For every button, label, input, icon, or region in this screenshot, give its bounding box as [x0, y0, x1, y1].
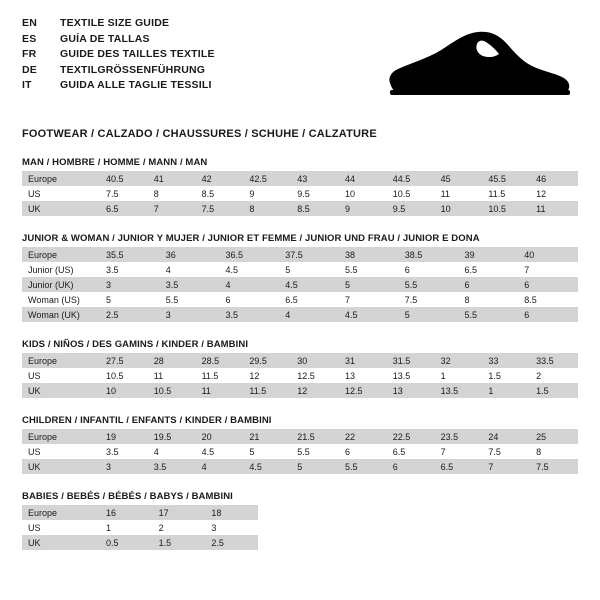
size-cell: 44.5	[387, 171, 435, 186]
size-cell: 5.5	[339, 459, 387, 474]
row-label: UK	[22, 383, 100, 398]
size-cell: 11	[196, 383, 244, 398]
size-cell: 12	[291, 383, 339, 398]
table-row	[22, 535, 258, 550]
size-cell: 12	[243, 368, 291, 383]
size-cell: 24	[482, 429, 530, 444]
size-cell: 11.5	[196, 368, 244, 383]
size-cell: 43	[291, 171, 339, 186]
row-label: UK	[22, 535, 100, 550]
language-title: GUIDA ALLE TAGLIE TESSILI	[60, 79, 212, 91]
size-cell: 8.5	[196, 186, 244, 201]
size-cell: 10	[100, 383, 148, 398]
size-cell: 13	[387, 383, 435, 398]
table-row	[22, 307, 578, 322]
size-cell: 1.5	[482, 368, 530, 383]
size-cell: 31.5	[387, 353, 435, 368]
group-title: CHILDREN / INFANTIL / ENFANTS / KINDER / BAMBINI	[22, 415, 272, 426]
size-table-body	[22, 429, 578, 474]
group-title: KIDS / NIÑOS / DES GAMINS / KINDER / BAMBINI	[22, 339, 249, 350]
row-label: US	[22, 444, 100, 459]
row-label: UK	[22, 459, 100, 474]
size-cell: 39	[459, 247, 519, 262]
size-cell: 29.5	[243, 353, 291, 368]
language-title-list-body	[22, 16, 215, 94]
table-row	[22, 383, 578, 398]
row-label: Woman (UK)	[22, 307, 100, 322]
size-table-junior-woman	[22, 247, 578, 322]
language-title: TEXTILE SIZE GUIDE	[60, 17, 170, 29]
size-cell: 3.5	[100, 262, 160, 277]
table-row	[22, 247, 578, 262]
size-cell: 5	[243, 444, 291, 459]
size-cell: 8.5	[518, 292, 578, 307]
size-cell: 13.5	[435, 383, 483, 398]
size-cell: 13.5	[387, 368, 435, 383]
size-cell: 22.5	[387, 429, 435, 444]
size-cell: 7	[148, 201, 196, 216]
table-row	[22, 171, 578, 186]
size-cell: 4	[148, 444, 196, 459]
size-cell: 21.5	[291, 429, 339, 444]
size-group-children	[22, 415, 578, 474]
size-cell: 2.5	[100, 307, 160, 322]
size-cell: 5.5	[291, 444, 339, 459]
size-cell: 7.5	[196, 201, 244, 216]
size-cell: 4	[279, 307, 339, 322]
row-label: US	[22, 186, 100, 201]
size-cell: 42	[196, 171, 244, 186]
language-title: TEXTILGRÖSSENFÜHRUNG	[60, 63, 206, 76]
size-cell: 12.5	[291, 368, 339, 383]
language-code: ES	[22, 32, 37, 45]
size-cell: 11.5	[243, 383, 291, 398]
size-cell: 3.5	[160, 277, 220, 292]
group-title: MAN / HOMBRE / HOMME / MANN / MAN	[22, 157, 208, 168]
table-row	[22, 444, 578, 459]
size-cell: 11	[435, 186, 483, 201]
size-cell: 10.5	[482, 201, 530, 216]
size-cell: 31	[339, 353, 387, 368]
size-cell: 25	[530, 429, 578, 444]
table-row	[22, 429, 578, 444]
table-row	[22, 459, 578, 474]
size-cell: 20	[196, 429, 244, 444]
size-cell: 4.5	[339, 307, 399, 322]
size-group-babies	[22, 491, 578, 550]
size-cell: 8	[459, 292, 519, 307]
page-title: FOOTWEAR / CALZADO / CHAUSSURES / SCHUHE / CALZATURE	[22, 128, 377, 140]
size-cell: 7	[518, 262, 578, 277]
size-cell: 36	[160, 247, 220, 262]
size-cell: 8	[530, 444, 578, 459]
size-cell: 9	[339, 201, 387, 216]
size-cell: 38	[339, 247, 399, 262]
size-cell: 3.5	[100, 444, 148, 459]
size-cell: 33.5	[530, 353, 578, 368]
size-cell: 1.5	[530, 383, 578, 398]
group-title: BABIES / BEBÉS / BÉBÉS / BABYS / BAMBINI	[22, 491, 233, 502]
language-code: DE	[22, 63, 37, 76]
size-cell: 6	[387, 459, 435, 474]
size-cell: 9.5	[291, 186, 339, 201]
size-cell: 27.5	[100, 353, 148, 368]
size-table-body	[22, 353, 578, 398]
size-cell: 21	[243, 429, 291, 444]
size-cell: 36.5	[220, 247, 280, 262]
language-title: GUIDE DES TAILLES TEXTILE	[60, 48, 215, 60]
size-cell: 9	[243, 186, 291, 201]
size-cell: 28.5	[196, 353, 244, 368]
size-group-man	[22, 157, 578, 216]
size-cell: 7.5	[100, 186, 148, 201]
size-cell: 1	[482, 383, 530, 398]
size-table-kids	[22, 353, 578, 398]
row-label: Europe	[22, 353, 100, 368]
size-cell: 6.5	[435, 459, 483, 474]
size-cell: 3	[205, 520, 258, 535]
size-cell: 17	[153, 505, 206, 520]
size-cell: 7	[482, 459, 530, 474]
size-cell: 4	[196, 459, 244, 474]
document-header	[22, 16, 578, 116]
size-cell: 2	[530, 368, 578, 383]
table-row	[22, 505, 258, 520]
table-row	[22, 186, 578, 201]
row-label: UK	[22, 201, 100, 216]
language-row	[22, 32, 215, 48]
row-label: Europe	[22, 505, 100, 520]
size-cell: 45.5	[482, 171, 530, 186]
size-group-kids	[22, 339, 578, 398]
size-cell: 5.5	[399, 277, 459, 292]
size-cell: 16	[100, 505, 153, 520]
size-cell: 3	[100, 277, 160, 292]
table-row	[22, 201, 578, 216]
size-cell: 12	[530, 186, 578, 201]
size-cell: 6.5	[387, 444, 435, 459]
table-row	[22, 353, 578, 368]
size-cell: 11	[530, 201, 578, 216]
row-label: Europe	[22, 247, 100, 262]
size-cell: 8	[148, 186, 196, 201]
language-row	[22, 16, 215, 32]
size-cell: 6	[518, 277, 578, 292]
row-label: Europe	[22, 429, 100, 444]
size-cell: 7.5	[399, 292, 459, 307]
size-cell: 5	[100, 292, 160, 307]
size-cell: 10.5	[387, 186, 435, 201]
table-row	[22, 520, 258, 535]
size-group-junior-woman	[22, 233, 578, 322]
size-cell: 7.5	[482, 444, 530, 459]
size-cell: 1	[435, 368, 483, 383]
size-cell: 23.5	[435, 429, 483, 444]
size-cell: 6.5	[279, 292, 339, 307]
size-cell: 13	[339, 368, 387, 383]
row-label: Woman (US)	[22, 292, 100, 307]
row-label: Junior (UK)	[22, 277, 100, 292]
row-label: US	[22, 368, 100, 383]
size-cell: 45	[435, 171, 483, 186]
language-row	[22, 78, 215, 94]
row-label: US	[22, 520, 100, 535]
size-cell: 5	[279, 262, 339, 277]
size-cell: 37.5	[279, 247, 339, 262]
table-row	[22, 368, 578, 383]
size-cell: 4.5	[220, 262, 280, 277]
size-cell: 8.5	[291, 201, 339, 216]
size-cell: 9.5	[387, 201, 435, 216]
size-cell: 30	[291, 353, 339, 368]
size-cell: 6	[518, 307, 578, 322]
size-cell: 33	[482, 353, 530, 368]
table-row	[22, 292, 578, 307]
language-title: GUÍA DE TALLAS	[60, 32, 150, 45]
size-cell: 35.5	[100, 247, 160, 262]
size-cell: 3.5	[148, 459, 196, 474]
language-title-list	[22, 16, 215, 94]
size-cell: 5.5	[459, 307, 519, 322]
size-table-babies	[22, 505, 258, 550]
size-cell: 40	[518, 247, 578, 262]
size-cell: 19.5	[148, 429, 196, 444]
size-table-body	[22, 505, 258, 550]
size-cell: 5	[339, 277, 399, 292]
size-cell: 1.5	[153, 535, 206, 550]
size-cell: 18	[205, 505, 258, 520]
row-label: Junior (US)	[22, 262, 100, 277]
size-cell: 4.5	[279, 277, 339, 292]
size-cell: 4	[220, 277, 280, 292]
size-cell: 10.5	[148, 383, 196, 398]
size-cell: 12.5	[339, 383, 387, 398]
size-cell: 4.5	[243, 459, 291, 474]
size-cell: 3	[100, 459, 148, 474]
size-cell: 5.5	[339, 262, 399, 277]
size-table-body	[22, 247, 578, 322]
size-cell: 6.5	[100, 201, 148, 216]
size-cell: 6	[339, 444, 387, 459]
size-cell: 5.5	[160, 292, 220, 307]
size-cell: 11	[148, 368, 196, 383]
size-cell: 42.5	[243, 171, 291, 186]
size-cell: 6	[399, 262, 459, 277]
row-label: Europe	[22, 171, 100, 186]
size-cell: 11.5	[482, 186, 530, 201]
size-table-man	[22, 171, 578, 216]
size-cell: 22	[339, 429, 387, 444]
language-code: FR	[22, 48, 37, 60]
size-cell: 10.5	[100, 368, 148, 383]
size-cell: 38.5	[399, 247, 459, 262]
size-cell: 10	[435, 201, 483, 216]
language-row	[22, 47, 215, 63]
size-cell: 8	[243, 201, 291, 216]
size-cell: 5	[399, 307, 459, 322]
size-cell: 4	[160, 262, 220, 277]
dress-shoe-icon	[382, 28, 572, 106]
size-cell: 7	[435, 444, 483, 459]
size-cell: 41	[148, 171, 196, 186]
size-cell: 2.5	[205, 535, 258, 550]
size-cell: 10	[339, 186, 387, 201]
size-cell: 5	[291, 459, 339, 474]
size-cell: 3.5	[220, 307, 280, 322]
size-cell: 7	[339, 292, 399, 307]
size-cell: 40.5	[100, 171, 148, 186]
table-row	[22, 262, 578, 277]
size-cell: 3	[160, 307, 220, 322]
size-cell: 1	[100, 520, 153, 535]
size-cell: 2	[153, 520, 206, 535]
size-cell: 0.5	[100, 535, 153, 550]
size-cell: 46	[530, 171, 578, 186]
size-cell: 6	[459, 277, 519, 292]
size-cell: 32	[435, 353, 483, 368]
size-cell: 6	[220, 292, 280, 307]
table-row	[22, 277, 578, 292]
language-code: EN	[22, 17, 37, 29]
size-cell: 7.5	[530, 459, 578, 474]
size-cell: 4.5	[196, 444, 244, 459]
size-cell: 28	[148, 353, 196, 368]
size-table-children	[22, 429, 578, 474]
language-code: IT	[22, 79, 32, 91]
language-row	[22, 63, 215, 79]
size-cell: 44	[339, 171, 387, 186]
group-title: JUNIOR & WOMAN / JUNIOR Y MUJER / JUNIOR ET FEMME / JUNIOR UND FRAU / JUNIOR E DONA	[22, 233, 480, 244]
size-table-body	[22, 171, 578, 216]
size-cell: 6.5	[459, 262, 519, 277]
size-cell: 19	[100, 429, 148, 444]
